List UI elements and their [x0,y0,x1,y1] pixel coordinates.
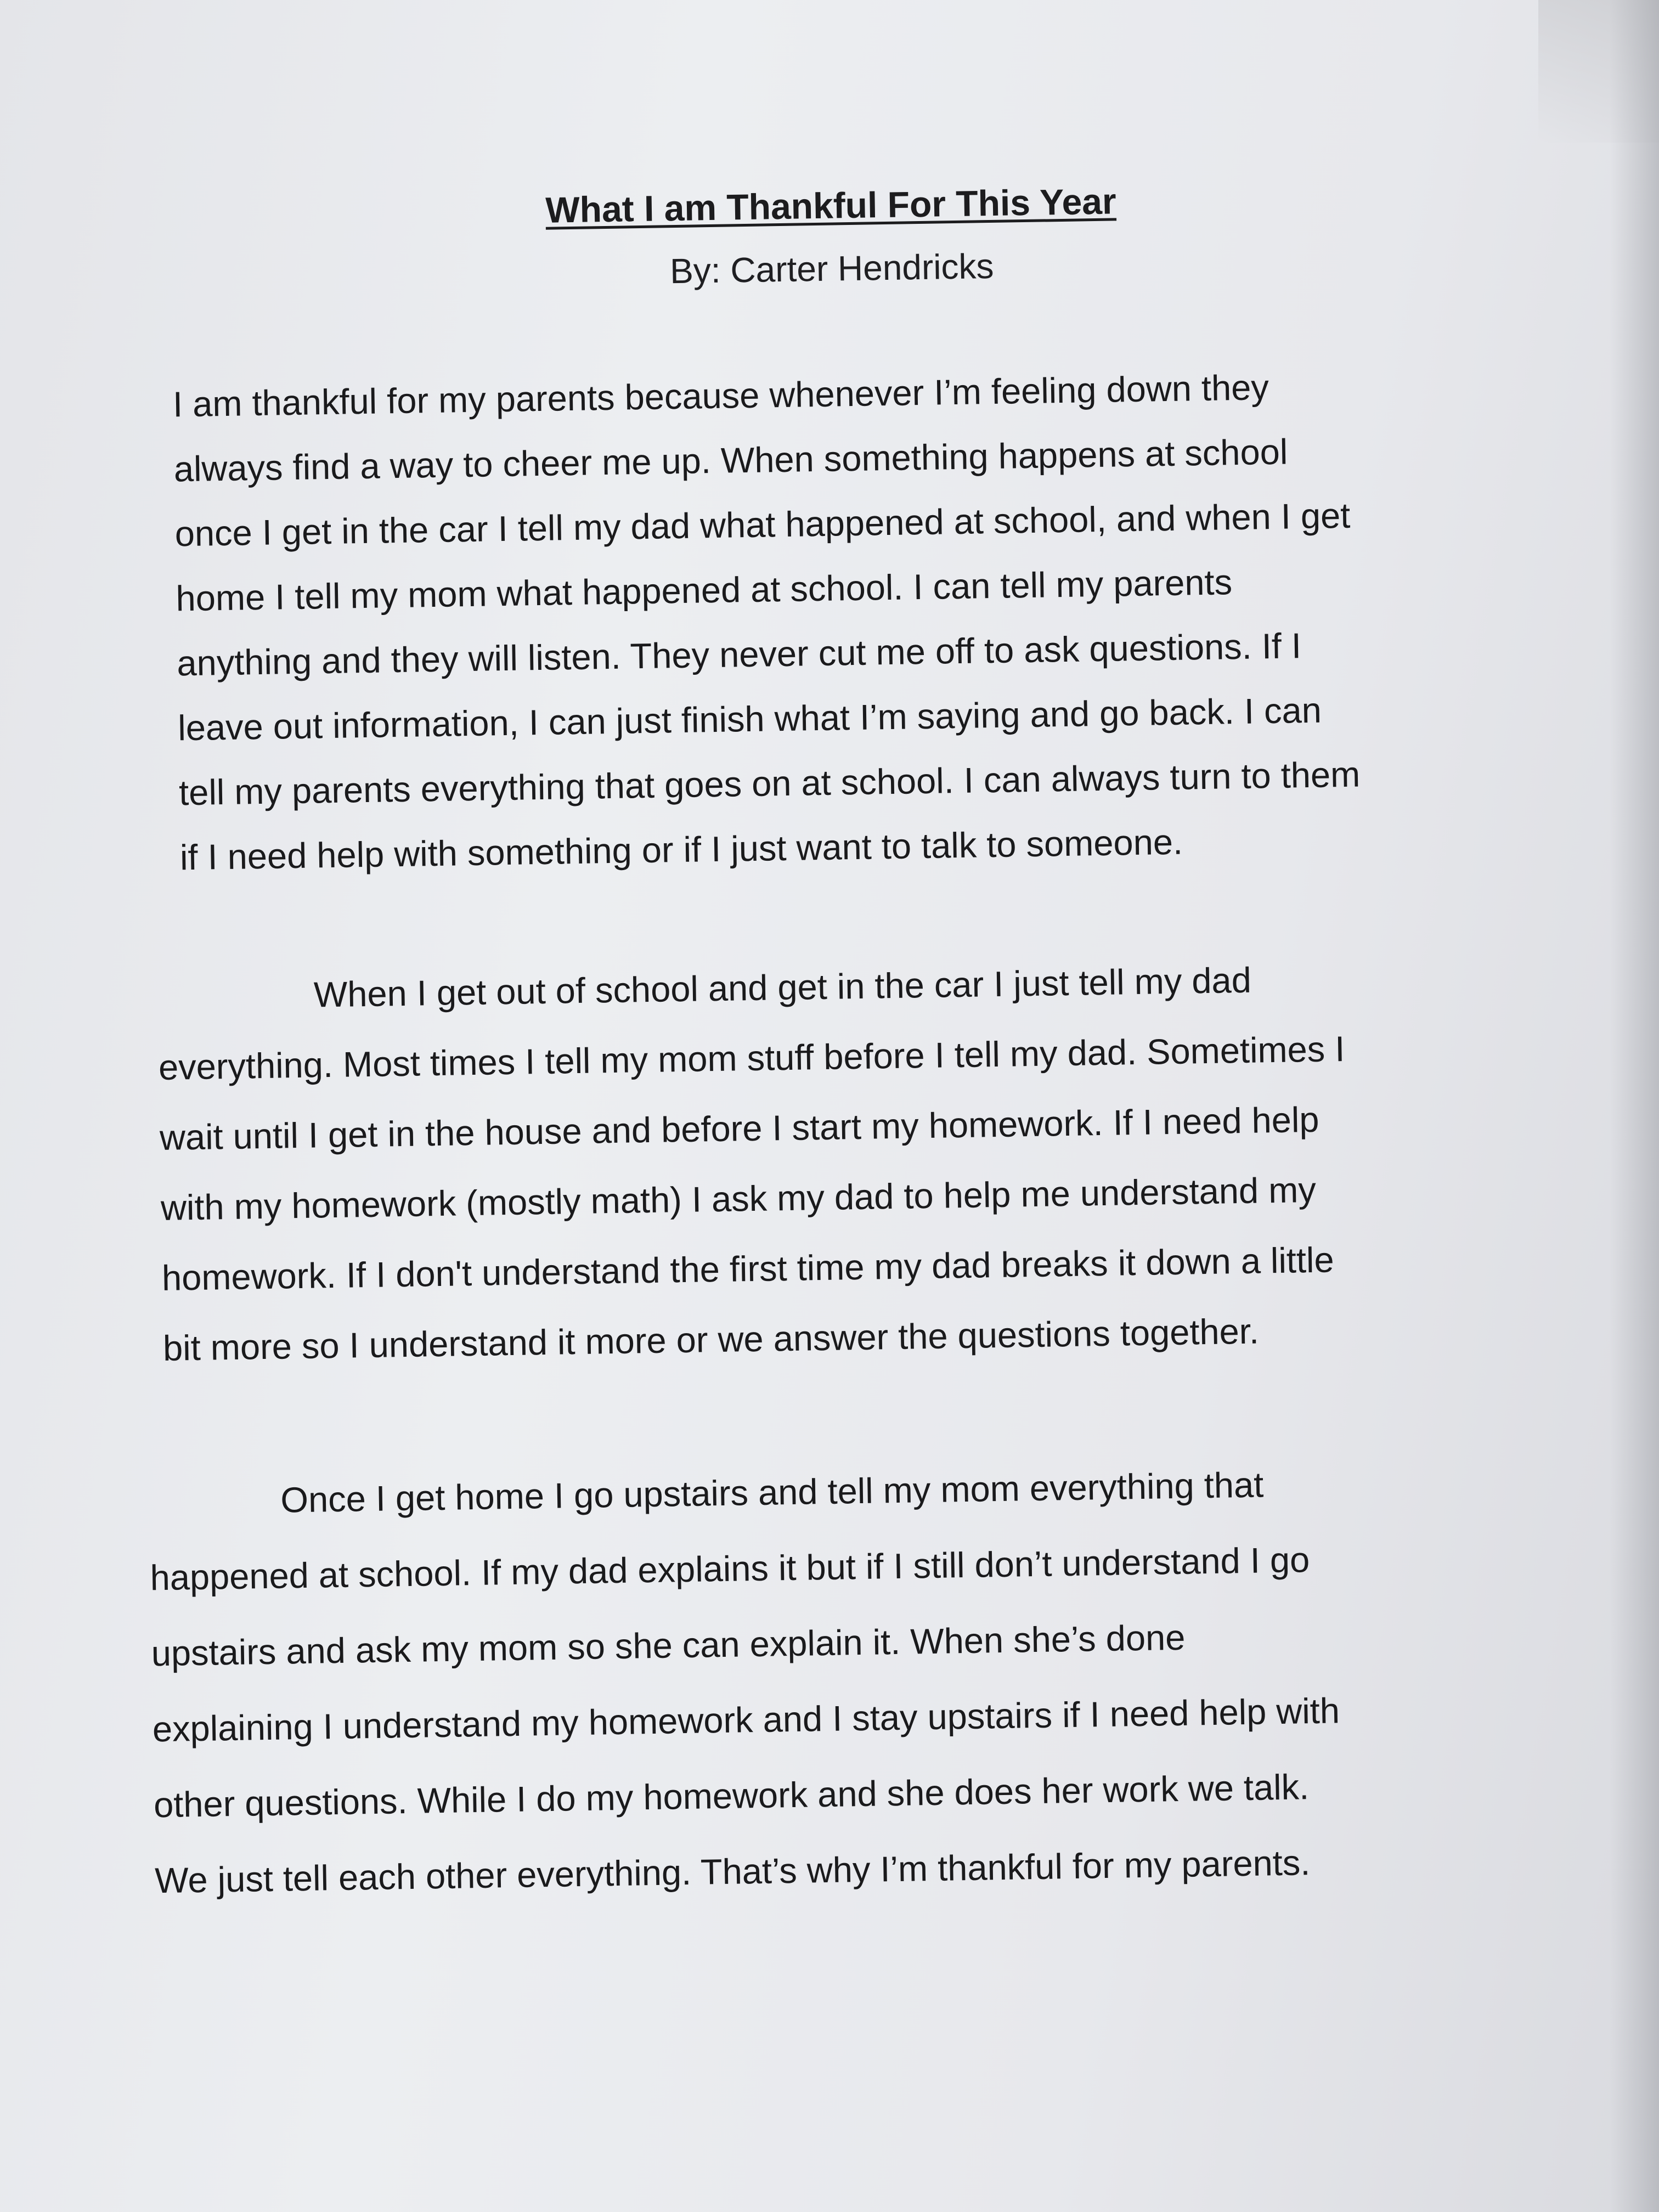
paragraph-line: once I get in the car I tell my dad what happened at school, and when I get [174,495,1351,554]
paragraph-line: leave out information, I can just finish what I’m saying and go back. I can [177,690,1322,748]
paragraph-line: homework. If I don't understand the first time my dad breaks it down a little [161,1239,1335,1298]
paragraph-line: bit more so I understand it more or we answer the questions together. [162,1311,1260,1368]
paragraph-1 [172,354,1362,890]
paragraph-line: happened at school. If my dad explains it but if I still don’t understand I go [150,1539,1310,1598]
document-byline: By: Carter Hendricks [669,246,994,291]
paragraph-line: home I tell my mom what happened at school. I can tell my parents [176,562,1233,619]
paragraph-line: everything. Most times I tell my mom stuff before I tell my dad. Sometimes I [158,1029,1345,1088]
paragraph-line: with my homework (mostly math) I ask my dad to help me understand my [160,1169,1317,1228]
paragraph-2 [157,944,1350,1384]
paragraph-line: always find a way to cheer me up. When something happens at school [173,431,1288,489]
paragraph-line: tell my parents everything that goes on at school. I can always turn to them [178,754,1361,813]
paragraph-line: other questions. While I do my homework and she does her work we talk. [153,1767,1310,1825]
document-title: What I am Thankful For This Year [545,180,1117,230]
paragraph-line: Once I get home I go upstairs and tell my mom everything that [280,1464,1264,1520]
paragraph-line: wait until I get in the house and before I start my homework. If I need help [159,1099,1320,1158]
paragraph-line: upstairs and ask my mom so she can explain it. When she’s done [151,1617,1186,1674]
paragraph-line: explaining I understand my homework and I stay upstairs if I need help with [152,1690,1340,1750]
paragraph-line: anything and they will listen. They never cut me off to ask questions. If I [176,625,1302,684]
paragraph-line: I am thankful for my parents because whenever I’m feeling down they [172,367,1269,425]
paragraph-line: if I need help with something or if I just want to talk to someone. [179,821,1183,878]
paragraph-line: When I get out of school and get in the car I just tell my dad [313,960,1252,1015]
paragraph-line: We just tell each other everything. That’s why I’m thankful for my parents. [154,1842,1311,1901]
paragraph-3 [148,1446,1342,1918]
